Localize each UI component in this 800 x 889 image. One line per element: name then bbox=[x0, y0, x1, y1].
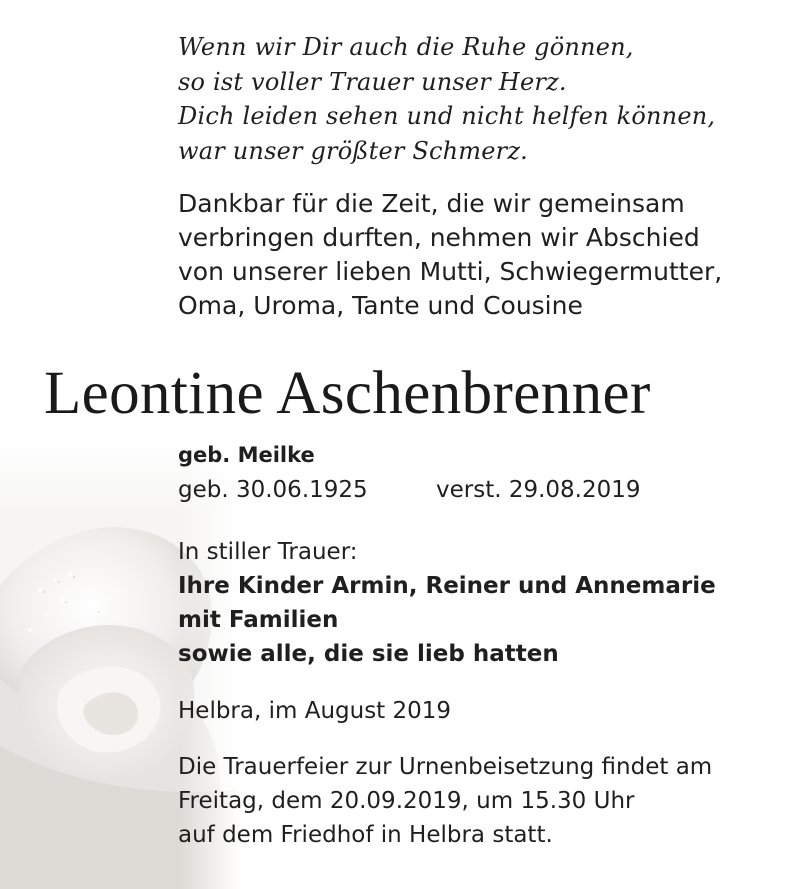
deceased-name: Leontine Aschenbrenner bbox=[44, 360, 651, 427]
poem-line: so ist voller Trauer unser Herz. bbox=[178, 67, 567, 96]
mourners bbox=[178, 535, 716, 671]
service-line: auf dem Friedhof in Helbra statt. bbox=[178, 822, 553, 848]
intro-line: verbringen durften, nehmen wir Abschied bbox=[178, 223, 700, 252]
place-date: Helbra, im August 2019 bbox=[178, 698, 452, 724]
life-dates bbox=[178, 474, 641, 506]
poem-line: war unser größter Schmerz. bbox=[178, 136, 529, 165]
mourner-line: Ihre Kinder Armin, Reiner und Annemarie bbox=[178, 573, 716, 599]
death-date: verst. 29.08.2019 bbox=[436, 477, 641, 503]
intro-line: Dankbar für die Zeit, die wir gemeinsam bbox=[178, 189, 685, 218]
service-info bbox=[178, 750, 712, 852]
poem-line: Wenn wir Dir auch die Ruhe gönnen, bbox=[178, 33, 634, 61]
mourner-line: mit Familien bbox=[178, 607, 339, 633]
intro-line: Oma, Uroma, Tante und Cousine bbox=[178, 291, 583, 320]
birth-name: geb. Meilke bbox=[178, 443, 315, 467]
poem-line: Dich leiden sehen und nicht helfen können, bbox=[178, 102, 716, 130]
service-line: Die Trauerfeier zur Urnenbeisetzung findet am bbox=[178, 754, 713, 780]
mourning-intro: In stiller Trauer: bbox=[178, 539, 358, 565]
service-line: Freitag, dem 20.09.2019, um 15.30 Uhr bbox=[178, 788, 635, 814]
intro-text bbox=[178, 187, 722, 323]
intro-line: von unserer lieben Mutti, Schwiegermutter, bbox=[178, 257, 723, 286]
poem bbox=[178, 30, 715, 168]
mourner-line: sowie alle, die sie lieb hatten bbox=[178, 641, 559, 667]
birth-date: geb. 30.06.1925 bbox=[178, 477, 368, 503]
